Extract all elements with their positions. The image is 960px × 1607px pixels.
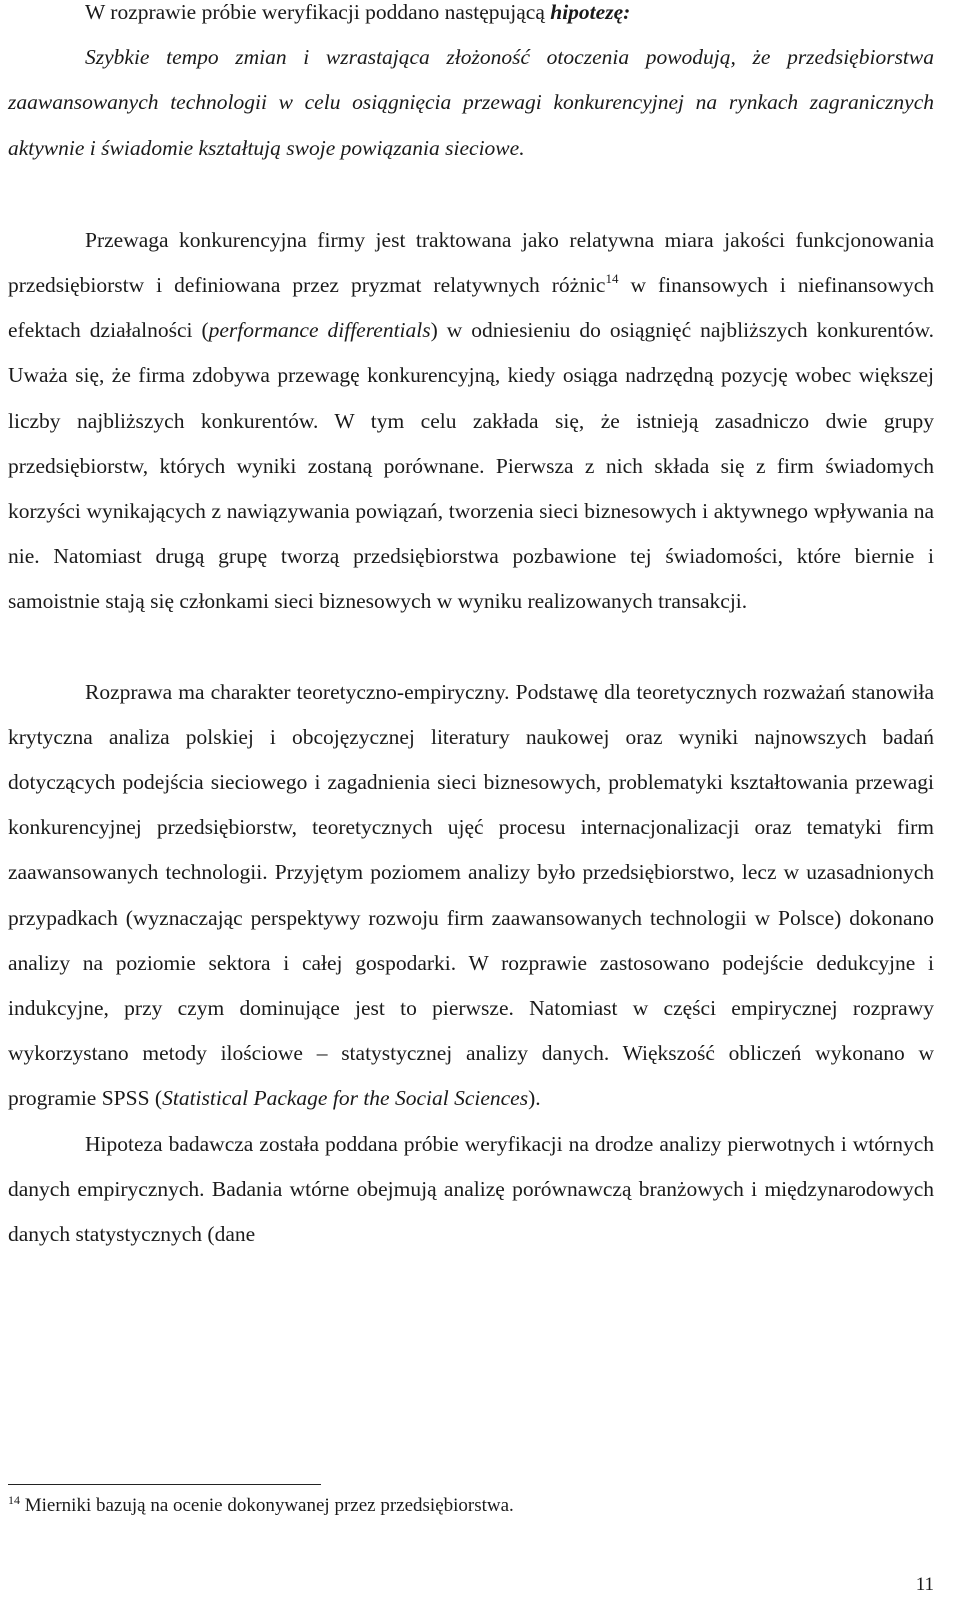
advantage-text-part2: w finansowych i niefinansowych efektach działalności (	[8, 273, 934, 343]
footnote-number: 14	[8, 1493, 20, 1507]
hypothesis-label: hipotezę:	[550, 0, 631, 24]
paragraph-competitive-advantage	[8, 218, 934, 625]
footnote	[8, 1493, 514, 1519]
advantage-text-part1: Przewaga konkurencyjna firmy jest traktowana jako relatywna miara jakości funkcjonowania przedsiębiorstw i definiowana przez pryzmat relatywnych różnic	[8, 227, 934, 298]
character-text-part1: Rozprawa ma charakter teoretyczno-empiryczny. Podstawę dla teoretycznych rozważań stanowiła krytyczna analiza polskiej i obcojęzycznej literatury naukowej oraz wyniki najnowszych badań dotyczących podejścia sieciowego i zagadnienia sieci biznesowych, problematyki kształtowania przewagi konkurencyjnej przedsiębiorstw, teoretycznych ujęć procesu internacjonalizacji oraz tematyki firm zaawansowanych technologii. Przyjętym poziomem analizy było przedsiębiorstwo, lecz w uzasadnionych przypadkach (wyznaczając perspektywy rozwoju firm zaawansowanych technologii w Polsce) dokonano analizy na poziomie sektora i całej gospodarki. W rozprawie zastosowano podejście dedukcyjne i indukcyjne, przy czym dominujące jest to pierwsze. Natomiast w części empirycznej rozprawy wykorzystano metody ilościowe – statystycznej analizy danych. Większość obliczeń wykonano w programie SPSS (	[8, 679, 934, 1111]
footnote-text: Mierniki bazują na ocenie dokonywanej przez przedsiębiorstwa.	[20, 1495, 514, 1516]
page-number: 11	[915, 1574, 934, 1595]
footnote-reference: 14	[605, 271, 619, 287]
document-page	[8, 0, 934, 1257]
advantage-italic-term: performance differentials	[208, 318, 431, 343]
hypothesis-statement: Szybkie tempo zmian i wzrastająca złożoność otoczenia powodują, że przedsiębiorstwa zaawansowanych technologii w celu osiągnięcia przewagi konkurencyjnej na rynkach zagranicznych aktywnie i świadomie kształtują swoje powiązania sieciowe.	[8, 45, 934, 160]
character-italic-term: Statistical Package for the Social Sciences	[162, 1086, 529, 1111]
footnote-divider	[8, 1484, 321, 1485]
advantage-text-part3: ) w odniesieniu do osiągnięć najbliższych konkurentów. Uważa się, że firma zdobywa przewagę konkurencyjną, kiedy osiąga nadrzędną pozycję wobec większej liczby najbliższych konkurentów. W tym celu zakłada się, że istnieją zasadniczo dwie grupy przedsiębiorstw, których wyniki zostaną porównane. Pierwsza z nich składa się z firm świadomych korzyści wynikających z nawiązywania powiązań, tworzenia sieci biznesowych i aktywnego wpływania na nie. Natomiast drugą grupę tworzą przedsiębiorstwa pozbawione tej świadomości, które biernie i samoistnie stają się członkami sieci biznesowych w wyniku realizowanych transakcji.	[8, 318, 934, 614]
character-text-part2: ).	[528, 1086, 541, 1111]
paragraph-research-character	[8, 670, 934, 1122]
paragraph-verification: Hipoteza badawcza została poddana próbie weryfikacji na drodze analizy pierwotnych i wtórnych danych empirycznych. Badania wtórne obejmują analizę porównawczą branżowych i międzynarodowych danych statystycznych (dane	[8, 1131, 934, 1247]
hypothesis-intro	[8, 0, 934, 35]
hypothesis-intro-text: W rozprawie próbie weryfikacji poddano następującą	[85, 0, 551, 24]
